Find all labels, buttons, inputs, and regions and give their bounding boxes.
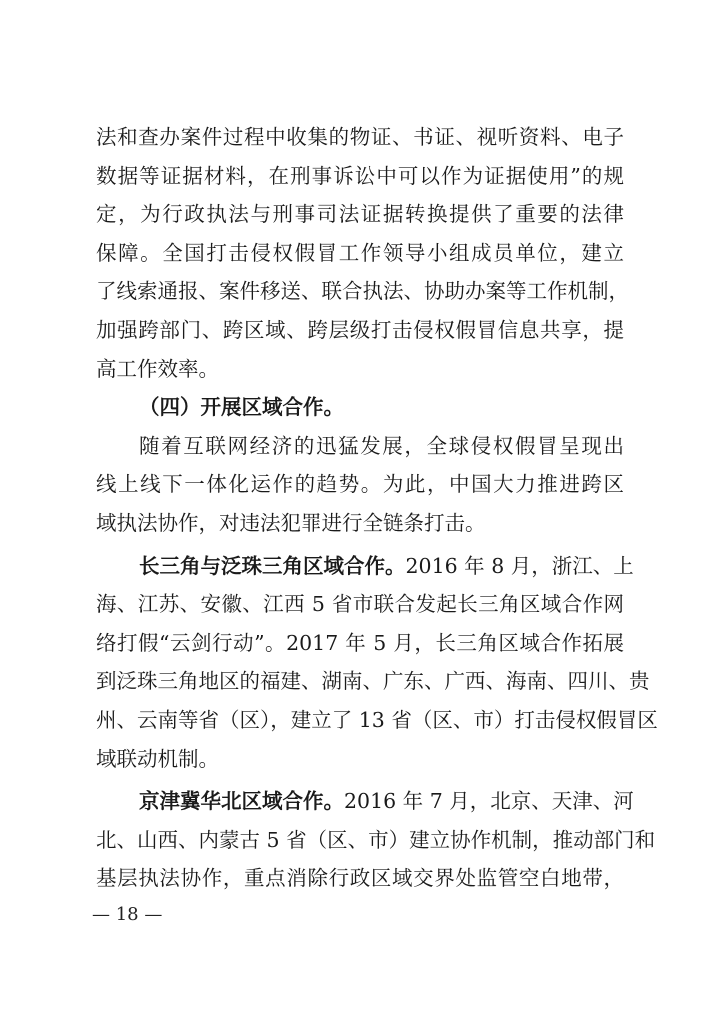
- body-text: [96, 118, 658, 898]
- text-line: 线上线下一体化运作的趋势。为此，中国大力推进跨区: [96, 472, 624, 497]
- paragraph-lead-rest: 2016 年 8 月，浙江、上: [405, 553, 634, 578]
- text-line: [96, 547, 634, 586]
- paragraph-lead: 京津冀华北区域合作。: [139, 789, 344, 814]
- page-number: — 18 —: [92, 904, 163, 925]
- text-line: 络打假“云剑行动”。2017 年 5 月，长三角区域合作拓展: [96, 630, 624, 655]
- paragraph-lead-rest: 2016 年 7 月，北京、天津、河: [344, 789, 634, 814]
- text-line: 定，为行政执法与刑事司法证据转换提供了重要的法律: [96, 202, 624, 227]
- text-line: 域执法协作，对违法犯罪进行全链条打击。: [96, 510, 486, 535]
- paragraph-lead: 长三角与泛珠三角区域合作。: [139, 553, 406, 578]
- paragraph-regional-intro: [96, 427, 624, 543]
- text-line: 加强跨部门、跨区域、跨层级打击侵权假冒信息共享，提: [96, 317, 624, 342]
- paragraph-yangtze-pearl-cooperation: [96, 547, 658, 779]
- text-line: 州、云南等省（区），建立了 13 省（区、市）打击侵权假冒区: [96, 707, 658, 732]
- text-line: 海、江苏、安徽、江西 5 省市联合发起长三角区域合作网: [96, 592, 624, 617]
- paragraph-jingjinji-cooperation: [96, 782, 656, 898]
- text-line: 域联动机制。: [96, 746, 219, 771]
- section-heading: （四）开展区域合作。: [139, 395, 344, 420]
- text-line: 到泛珠三角地区的福建、湖南、广东、广西、海南、四川、贵: [96, 669, 650, 694]
- text-line: 保障。全国打击侵权假冒工作领导小组成员单位，建立: [96, 240, 624, 265]
- text-line: 高工作效率。: [96, 356, 219, 381]
- text-line: [96, 782, 634, 821]
- text-line: 北、山西、内蒙古 5 省（区、市）建立协作机制，推动部门和: [96, 827, 656, 852]
- text-line: 了线索通报、案件移送、联合执法、协助办案等工作机制，: [96, 279, 629, 304]
- text-line: 法和查办案件过程中收集的物证、书证、视听资料、电子: [96, 125, 624, 149]
- text-line: 数据等证据材料，在刑事诉讼中可以作为证据使用”的规: [96, 163, 624, 188]
- text-line: 随着互联网经济的迅猛发展，全球侵权假冒呈现出: [139, 433, 624, 458]
- paragraph-evidence-conversion: [96, 118, 629, 388]
- text-line: 基层执法协作，重点消除行政区域交界处监管空白地带，: [96, 866, 624, 891]
